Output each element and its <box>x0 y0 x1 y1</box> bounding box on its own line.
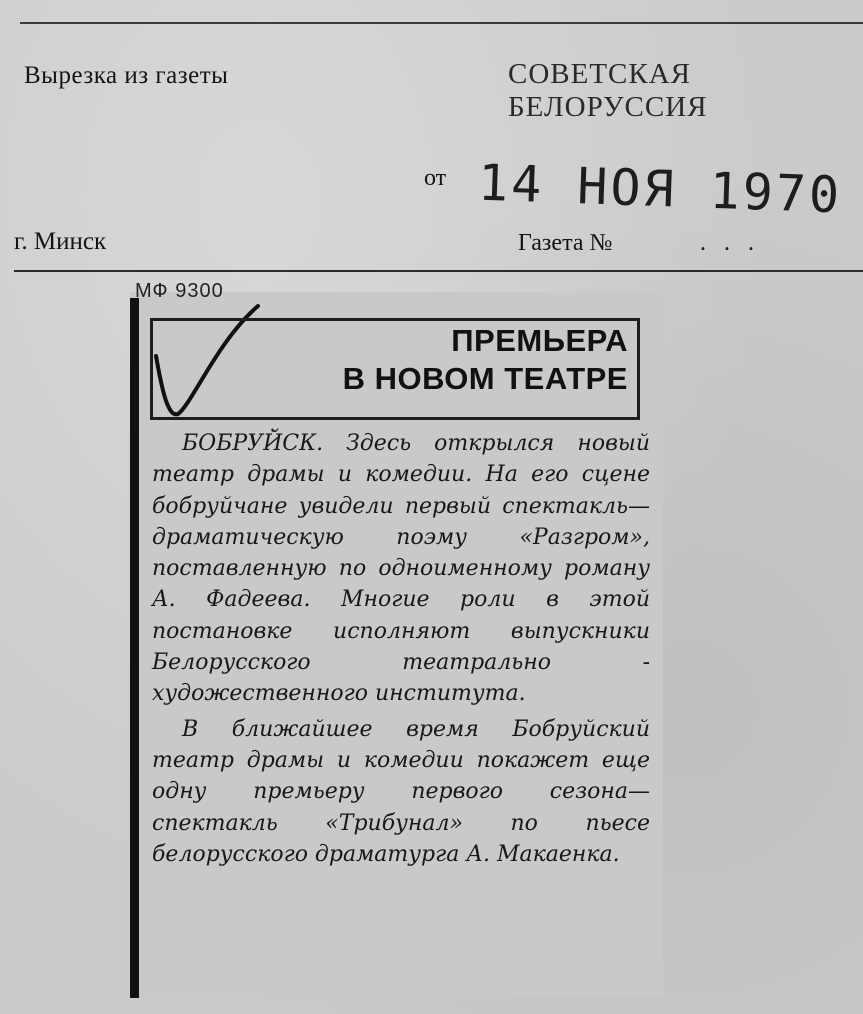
headline <box>150 322 628 398</box>
clipping-edge-line <box>130 298 139 998</box>
newspaper-number-label: Газета № <box>518 230 613 256</box>
article-paragraph-2: В ближайшее время Бобруйский театр драмы и комедии покажет еще одну премьеру первого сезона—спектакль «Трибунал» по пьесе белорусского драматурга А. Макаенка. <box>152 716 650 867</box>
headline-line2: В НОВОМ ТЕАТРЕ <box>342 361 628 396</box>
top-rule <box>20 22 863 24</box>
bottom-rule <box>14 270 863 272</box>
clip-label: Вырезка из газеты <box>24 62 229 89</box>
newspaper-number-field: . . . <box>700 230 760 256</box>
newspaper-name-line1: СОВЕТСКАЯ <box>508 58 692 90</box>
archive-mark: МФ 9300 <box>135 280 224 302</box>
article-paragraph-1: БОБРУЙСК. Здесь открылся новый театр драмы и комедии. На его сцене бобруйчане увидели первый спектакль—драматическую поэму «Разгром», поставленную по одноименному роману А. Фадеева. Многие роли в этой постановке исполняют выпускники Белорусского театрально - художественного института. <box>152 431 650 707</box>
date-stamp: 14 НОЯ 1970 <box>477 153 844 225</box>
newspaper-name-line2: БЕЛОРУССИЯ <box>508 91 708 123</box>
date-from-label: от <box>424 165 447 191</box>
city-label: г. Минск <box>14 228 107 255</box>
headline-line1: ПРЕМЬЕРА <box>451 323 628 358</box>
article-body <box>152 428 650 870</box>
newspaper-name <box>508 58 708 124</box>
